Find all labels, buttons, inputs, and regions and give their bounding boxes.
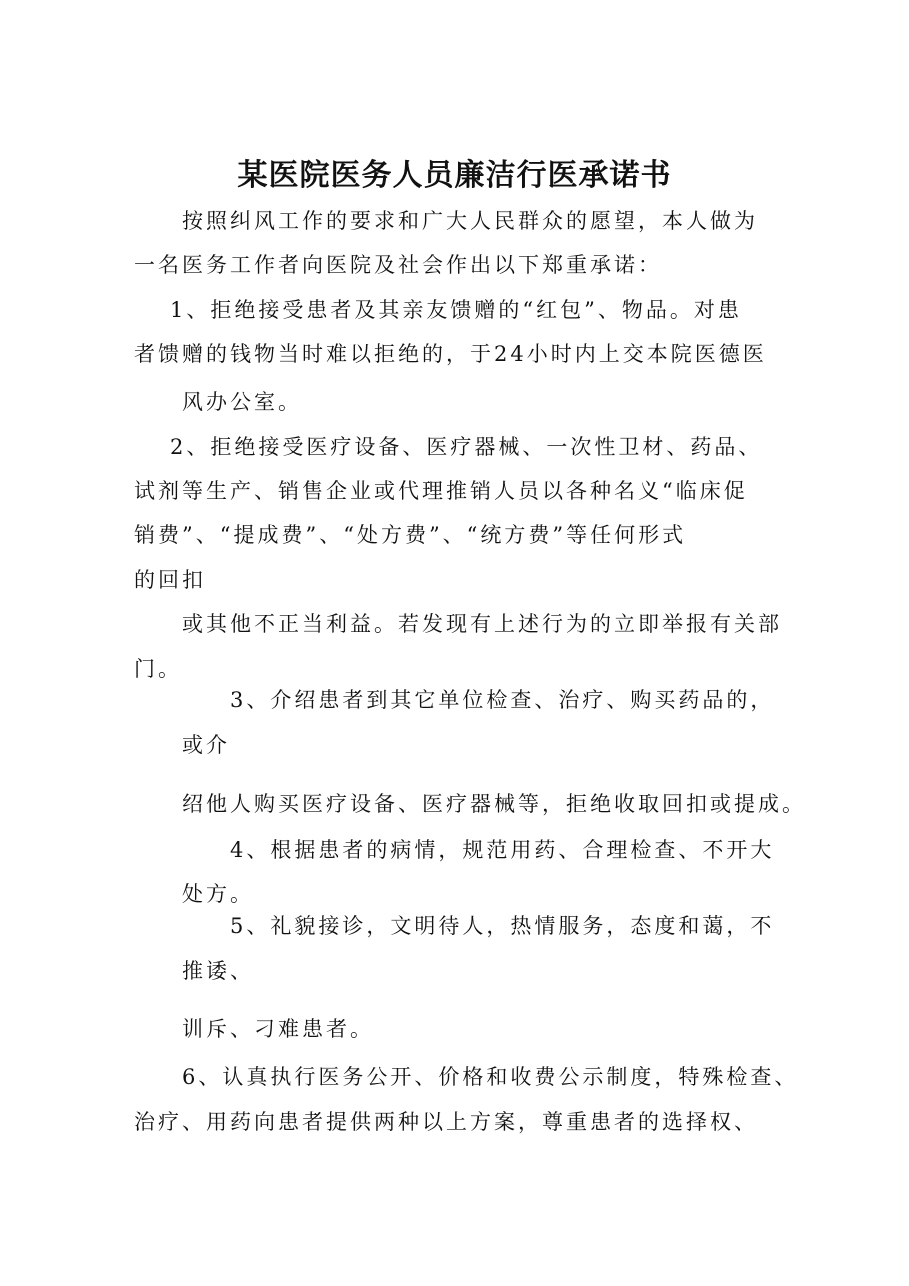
body-line: 5、礼貌接诊，文明待人，热情服务，态度和蔼，不 <box>230 914 775 938</box>
body-line: 6、认真执行医务公开、价格和收费公示制度，特殊检查、 <box>182 1065 799 1089</box>
body-line: 治疗、用药向患者提供两种以上方案，尊重患者的选择权、 <box>134 1110 758 1134</box>
body-line: 处方。 <box>182 882 254 906</box>
body-line: 的回扣 <box>134 568 206 592</box>
body-line: 4、根据患者的病情，规范用药、合理检查、不开大 <box>230 838 775 862</box>
body-line: 训斥、刁难患者。 <box>182 1017 374 1041</box>
body-line: 绍他人购买医疗设备、医疗器械等，拒绝收取回扣或提成。 <box>182 792 806 816</box>
body-line: 2、拒绝接受医疗设备、医疗器械、一次性卫材、药品、 <box>170 435 763 459</box>
body-line: 者馈赠的钱物当时难以拒绝的，于24小时内上交本院医德医 <box>134 342 767 366</box>
body-line: 试剂等生产、销售企业或代理推销人员以各种名义“临床促 <box>134 479 748 503</box>
body-line: 一名医务工作者向医院及社会作出以下郑重承诺： <box>134 253 662 277</box>
body-line: 3、介绍患者到其它单位检查、治疗、购买药品的， <box>230 688 775 712</box>
body-line: 按照纠风工作的要求和广大人民群众的愿望，本人做为 <box>182 209 758 233</box>
body-line: 销费”、“提成费”、“处方费”、“统方费”等任何形式 <box>134 523 687 547</box>
document-title: 某医院医务人员廉洁行医承诺书 <box>237 158 672 193</box>
body-line: 或介 <box>182 733 230 757</box>
body-line: 风办公室。 <box>182 390 302 414</box>
body-line: 1、拒绝接受患者及其亲友馈赠的“红包”、物品。对患 <box>170 298 742 322</box>
body-line: 推诿、 <box>182 959 254 983</box>
body-line: 门。 <box>134 657 182 681</box>
body-line: 或其他不正当利益。若发现有上述行为的立即举报有关部 <box>182 612 782 636</box>
